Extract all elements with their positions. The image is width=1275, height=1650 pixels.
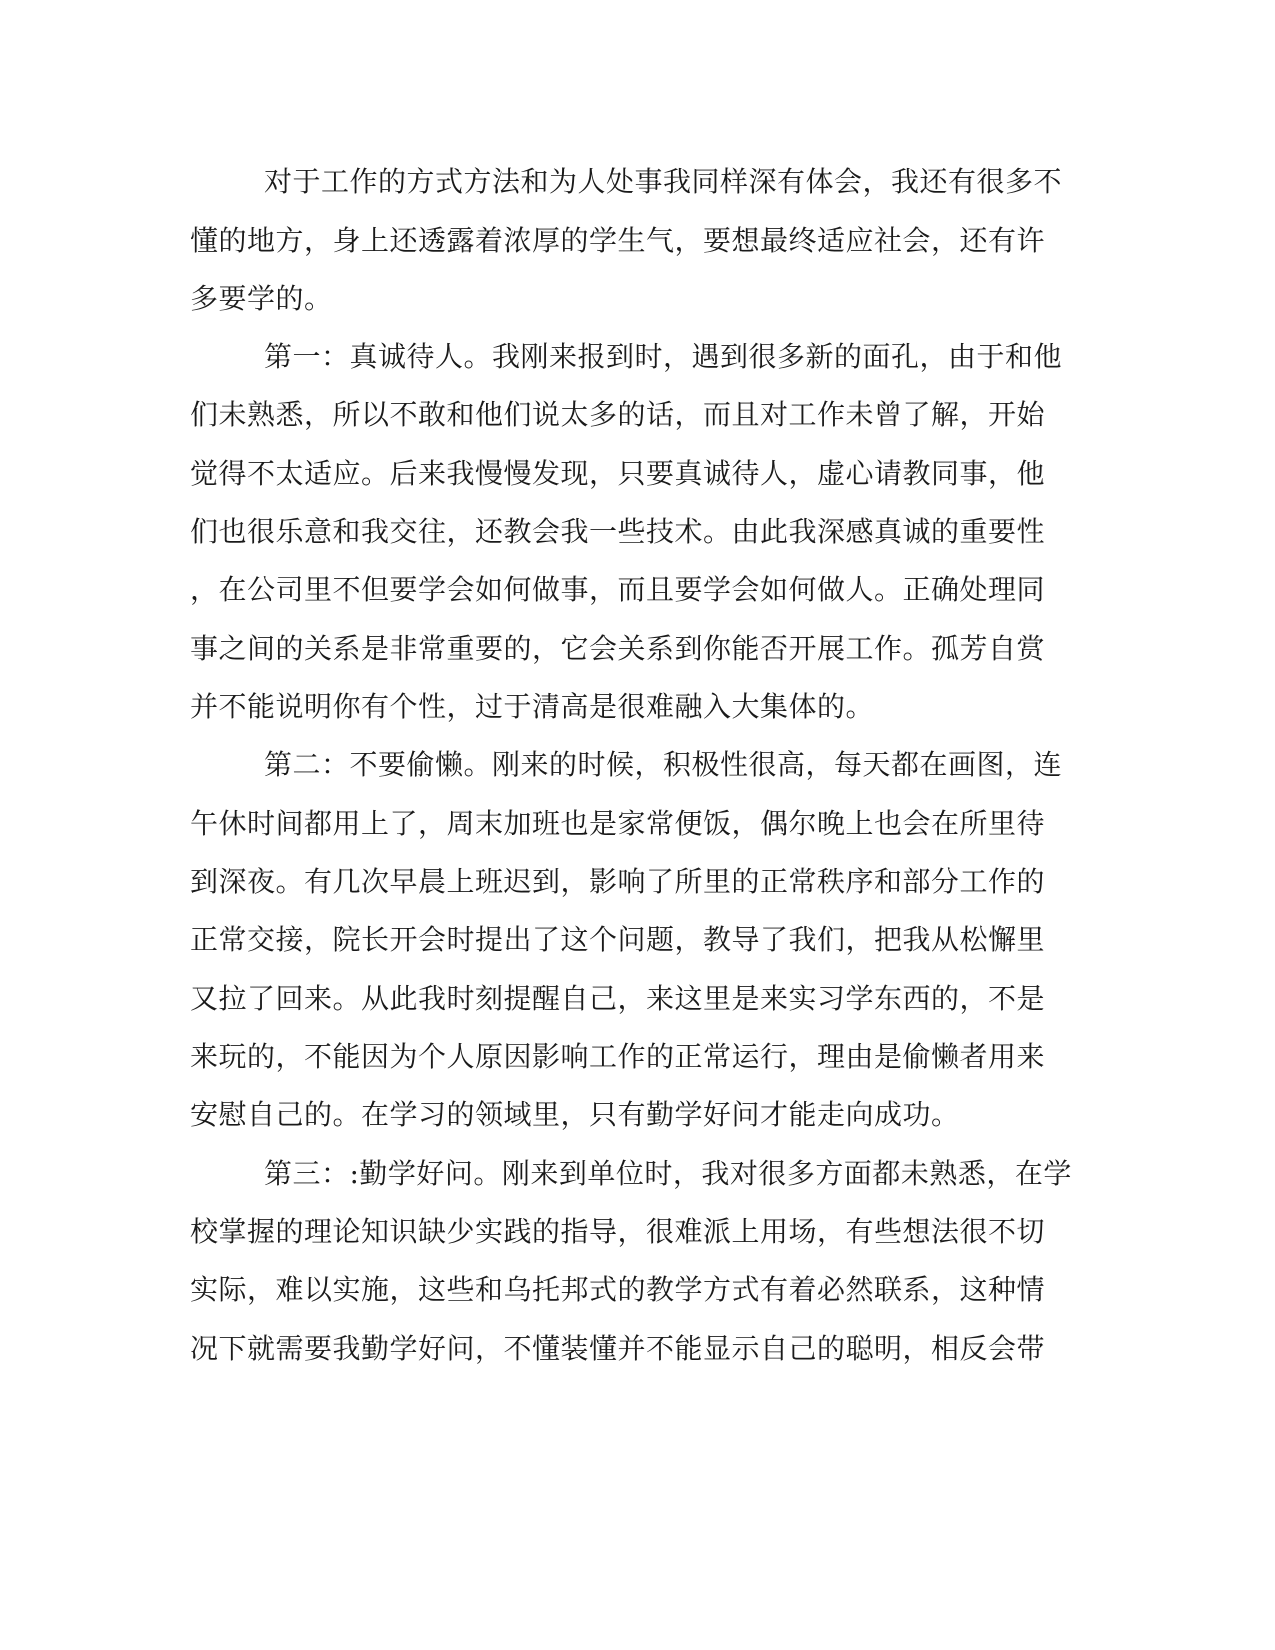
text-line: 对于工作的方式方法和为人处事我同样深有体会，我还有很多不	[264, 165, 1063, 198]
text-line: 第一：真诚待人。我刚来报到时，遇到很多新的面孔，由于和他	[264, 340, 1063, 373]
text-line: 午休时间都用上了，周末加班也是家常便饭，偶尔晚上也会在所里待	[190, 807, 1046, 840]
text-line: 第三：:勤学好问。刚来到单位时，我对很多方面都未熟悉，在学	[264, 1157, 1072, 1190]
text-line: 到深夜。有几次早晨上班迟到，影响了所里的正常秩序和部分工作的	[190, 865, 1046, 898]
text-line: 又拉了回来。从此我时刻提醒自己，来这里是来实习学东西的，不是	[190, 982, 1046, 1015]
text-line: 们也很乐意和我交往，还教会我一些技术。由此我深感真诚的重要性	[190, 515, 1046, 548]
text-line: 校掌握的理论知识缺少实践的指导，很难派上用场，有些想法很不切	[190, 1215, 1046, 1248]
text-line: 来玩的，不能因为个人原因影响工作的正常运行，理由是偷懒者用来	[190, 1040, 1046, 1073]
text-line: 安慰自己的。在学习的领域里，只有勤学好问才能走向成功。	[190, 1098, 960, 1131]
text-line: 正常交接，院长开会时提出了这个问题，教导了我们，把我从松懈里	[190, 923, 1046, 956]
text-line: 事之间的关系是非常重要的，它会关系到你能否开展工作。孤芳自赏	[190, 632, 1046, 665]
text-line: ，在公司里不但要学会如何做事，而且要学会如何做人。正确处理同	[190, 573, 1046, 606]
text-line: 懂的地方，身上还透露着浓厚的学生气，要想最终适应社会，还有许	[190, 224, 1046, 257]
text-line: 们未熟悉，所以不敢和他们说太多的话，而且对工作未曾了解，开始	[190, 398, 1046, 431]
text-line: 觉得不太适应。后来我慢慢发现，只要真诚待人，虚心请教同事，他	[190, 457, 1046, 490]
text-line: 并不能说明你有个性，过于清高是很难融入大集体的。	[190, 690, 875, 723]
text-line: 实际，难以实施，这些和乌托邦式的教学方式有着必然联系，这种情	[190, 1273, 1046, 1306]
text-line: 况下就需要我勤学好问，不懂装懂并不能显示自己的聪明，相反会带	[190, 1332, 1046, 1365]
text-line: 第二：不要偷懒。刚来的时候，积极性很高，每天都在画图，连	[264, 748, 1063, 781]
text-line: 多要学的。	[190, 282, 333, 315]
